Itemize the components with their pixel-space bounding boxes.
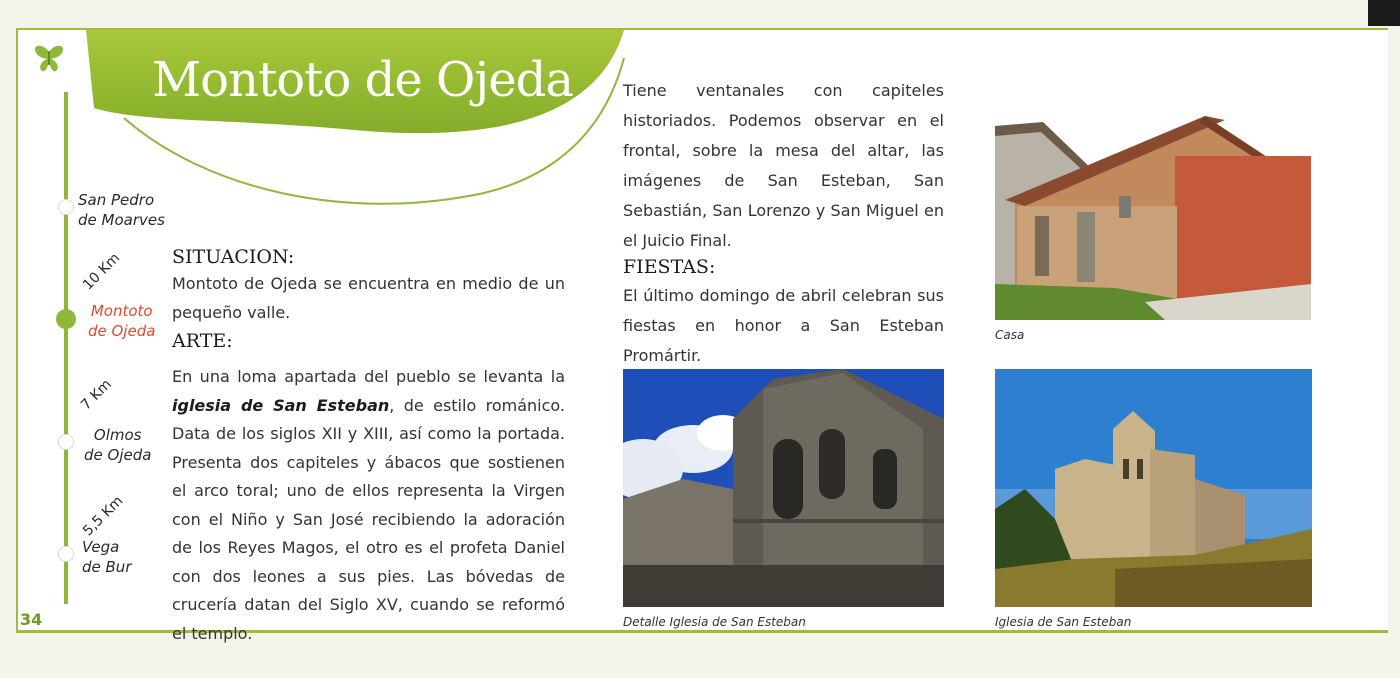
- situacion-text: Montoto de Ojeda se encuentra en medio de un pequeño valle.: [172, 274, 565, 322]
- distance-label: 5,5 Km: [80, 492, 127, 540]
- casa-caption: Casa: [995, 328, 1025, 342]
- town-montoto: Montoto de Ojeda: [88, 302, 156, 340]
- route-line: [64, 92, 68, 604]
- town-marker: [58, 546, 74, 562]
- title-banner: [84, 18, 626, 208]
- fiestas-text: El último domingo de abril celebran sus fiestas en honor a San Esteban Promártir.: [623, 286, 944, 365]
- iglesia-photo: [995, 369, 1312, 607]
- town-vega: Vega de Bur: [82, 538, 132, 576]
- detalle-photo: [623, 369, 944, 607]
- page-number: 34: [20, 610, 43, 629]
- page-title: Montoto de Ojeda: [152, 52, 573, 108]
- fiestas-heading: FIESTAS:: [623, 256, 716, 278]
- detalle-caption: Detalle Iglesia de San Esteban: [623, 615, 806, 629]
- town-san-pedro: San Pedro de Moarves: [78, 191, 165, 229]
- casa-photo: [995, 116, 1311, 320]
- corner-mark: [1368, 0, 1400, 26]
- town-marker-active: [56, 309, 76, 329]
- butterfly-icon: [32, 42, 66, 76]
- iglesia-caption: Iglesia de San Esteban: [995, 615, 1132, 629]
- distance-label: 7 Km: [78, 376, 115, 414]
- town-marker: [58, 434, 74, 450]
- arte-heading: ARTE:: [172, 330, 233, 352]
- town-marker: [58, 199, 74, 215]
- arte-continuation: Tiene ventanales con capiteles historiados. Podemos observar en el frontal, sobre la mesa del altar, las imágenes de San Esteban, San Sebastián, San Lorenzo y San Miguel en el Juicio Final.: [623, 81, 944, 250]
- arte-text: En una loma apartada del pueblo se levanta la iglesia de San Esteban, de estilo románico. Data de los siglos XII y XIII, así como la portada. Presenta dos capiteles y ábacos que sostienen el arco toral; uno de ellos representa la Virgen con el Niño y San José recibiendo la adoración de los Reyes Magos, el otro es el profeta Daniel con dos leones a sus pies. Las bóvedas de crucería datan del Siglo XV, cuando se reformó el templo.: [172, 367, 565, 643]
- situacion-heading: SITUACION:: [172, 246, 295, 268]
- highlight-iglesia: iglesia de San Esteban: [172, 395, 390, 415]
- town-olmos: Olmos de Ojeda: [84, 426, 152, 464]
- distance-label: 10 Km: [80, 250, 124, 294]
